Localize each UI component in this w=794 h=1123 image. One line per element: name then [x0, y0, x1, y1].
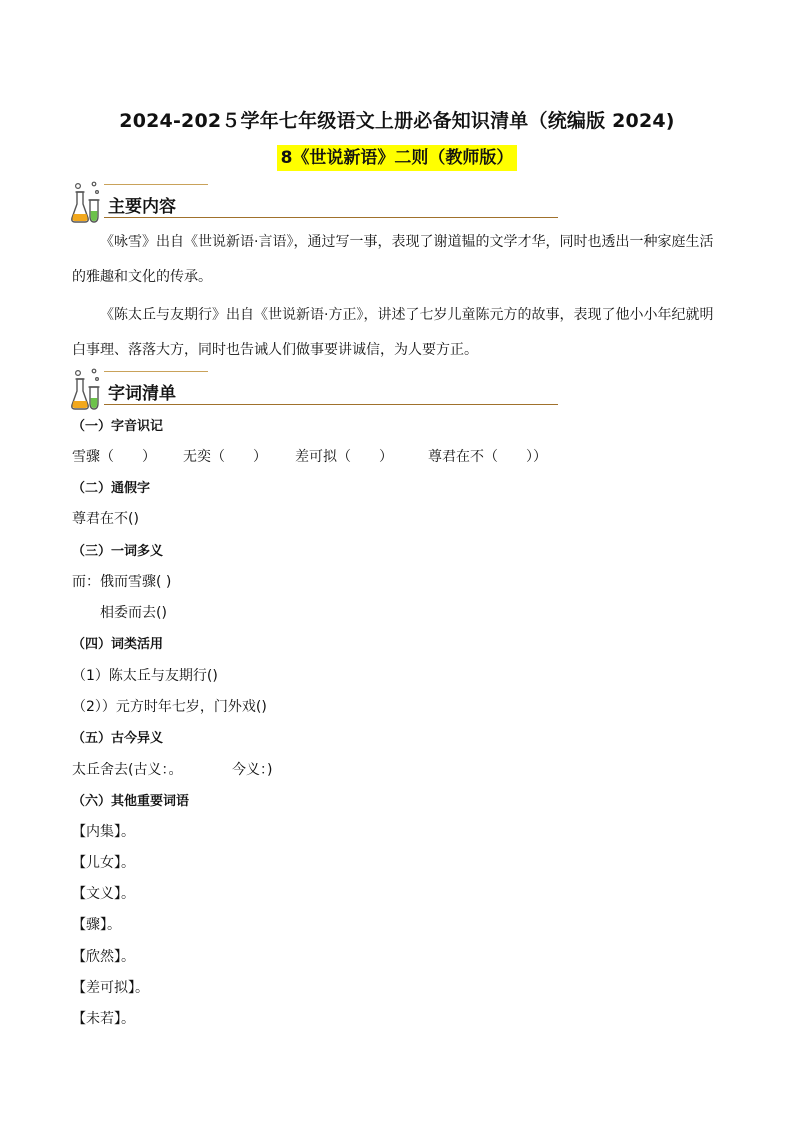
lesson-subtitle: 8《世说新语》二则（教师版）: [277, 145, 518, 171]
ancient-modern-item: 太丘舍去(古义：。: [72, 762, 183, 778]
pronunciation-item: 尊君在不（ ））: [428, 449, 547, 465]
flask-icon: [70, 180, 102, 226]
subsection-heading-pronunciation: （一）字音识记: [72, 419, 164, 434]
subsection-heading-word-class: （四）词类活用: [72, 637, 164, 652]
page-title: 2024-202５学年七年级语文上册必备知识清单（统编版 2024): [119, 110, 675, 132]
main-content-paragraph-1: 《咏雪》出自《世说新语·言语》，通过写一事，表现了谢道韫的文学才华，同时也透出一种家庭生活的雅趣和文化的传承。: [72, 234, 714, 285]
flask-icon: [70, 367, 102, 413]
section-heading-vocabulary: [70, 367, 558, 417]
section-heading-main-content: [70, 180, 558, 230]
section-heading-label: 主要内容: [108, 197, 176, 217]
section-heading-label: 字词清单: [108, 384, 176, 404]
other-word-item: 【差可拟】。: [72, 980, 149, 996]
pronunciation-item: 无奕（ ）: [183, 449, 267, 465]
main-content-paragraph-2: 《陈太丘与友期行》出自《世说新语·方正》，讲述了七岁儿童陈元方的故事，表现了他小小年纪就明白事理、落落大方，同时也告诫人们做事要讲诚信，为人要方正。: [72, 307, 714, 358]
other-word-item: 【欣然】。: [72, 949, 135, 965]
subsection-heading-tongjia: （二）通假字: [72, 481, 151, 496]
pronunciation-item: 差可拟（ ）: [295, 449, 393, 465]
subsection-heading-ancient-modern: （五）古今异义: [72, 731, 164, 746]
pronunciation-item: 雪骤（ ）: [72, 449, 156, 465]
tongjia-item: 尊君在不(): [72, 511, 139, 527]
word-class-item: （2））元方时年七岁，门外戏(): [72, 699, 267, 715]
other-word-item: 【文义】。: [72, 886, 135, 902]
other-word-item: 【内集】。: [72, 824, 135, 840]
other-word-item: 【儿女】。: [72, 855, 135, 871]
subsection-heading-polysemy: （三）一词多义: [72, 544, 164, 559]
subsection-heading-other-words: （六）其他重要词语: [72, 794, 190, 809]
heading-accent-line: [104, 184, 208, 185]
other-word-item: 【骤】。: [72, 917, 121, 933]
subtitle-row: [0, 145, 794, 171]
heading-accent-line: [104, 371, 208, 372]
word-class-item: （1）陈太丘与友期行(): [72, 668, 218, 684]
ancient-modern-item-modern: 今义：): [232, 762, 273, 778]
other-word-item: 【未若】。: [72, 1011, 135, 1027]
heading-underline: [104, 404, 558, 405]
polysemy-item: 而：俄而雪骤( ): [72, 574, 172, 590]
polysemy-item: 相委而去(): [100, 605, 167, 621]
heading-underline: [104, 217, 558, 218]
